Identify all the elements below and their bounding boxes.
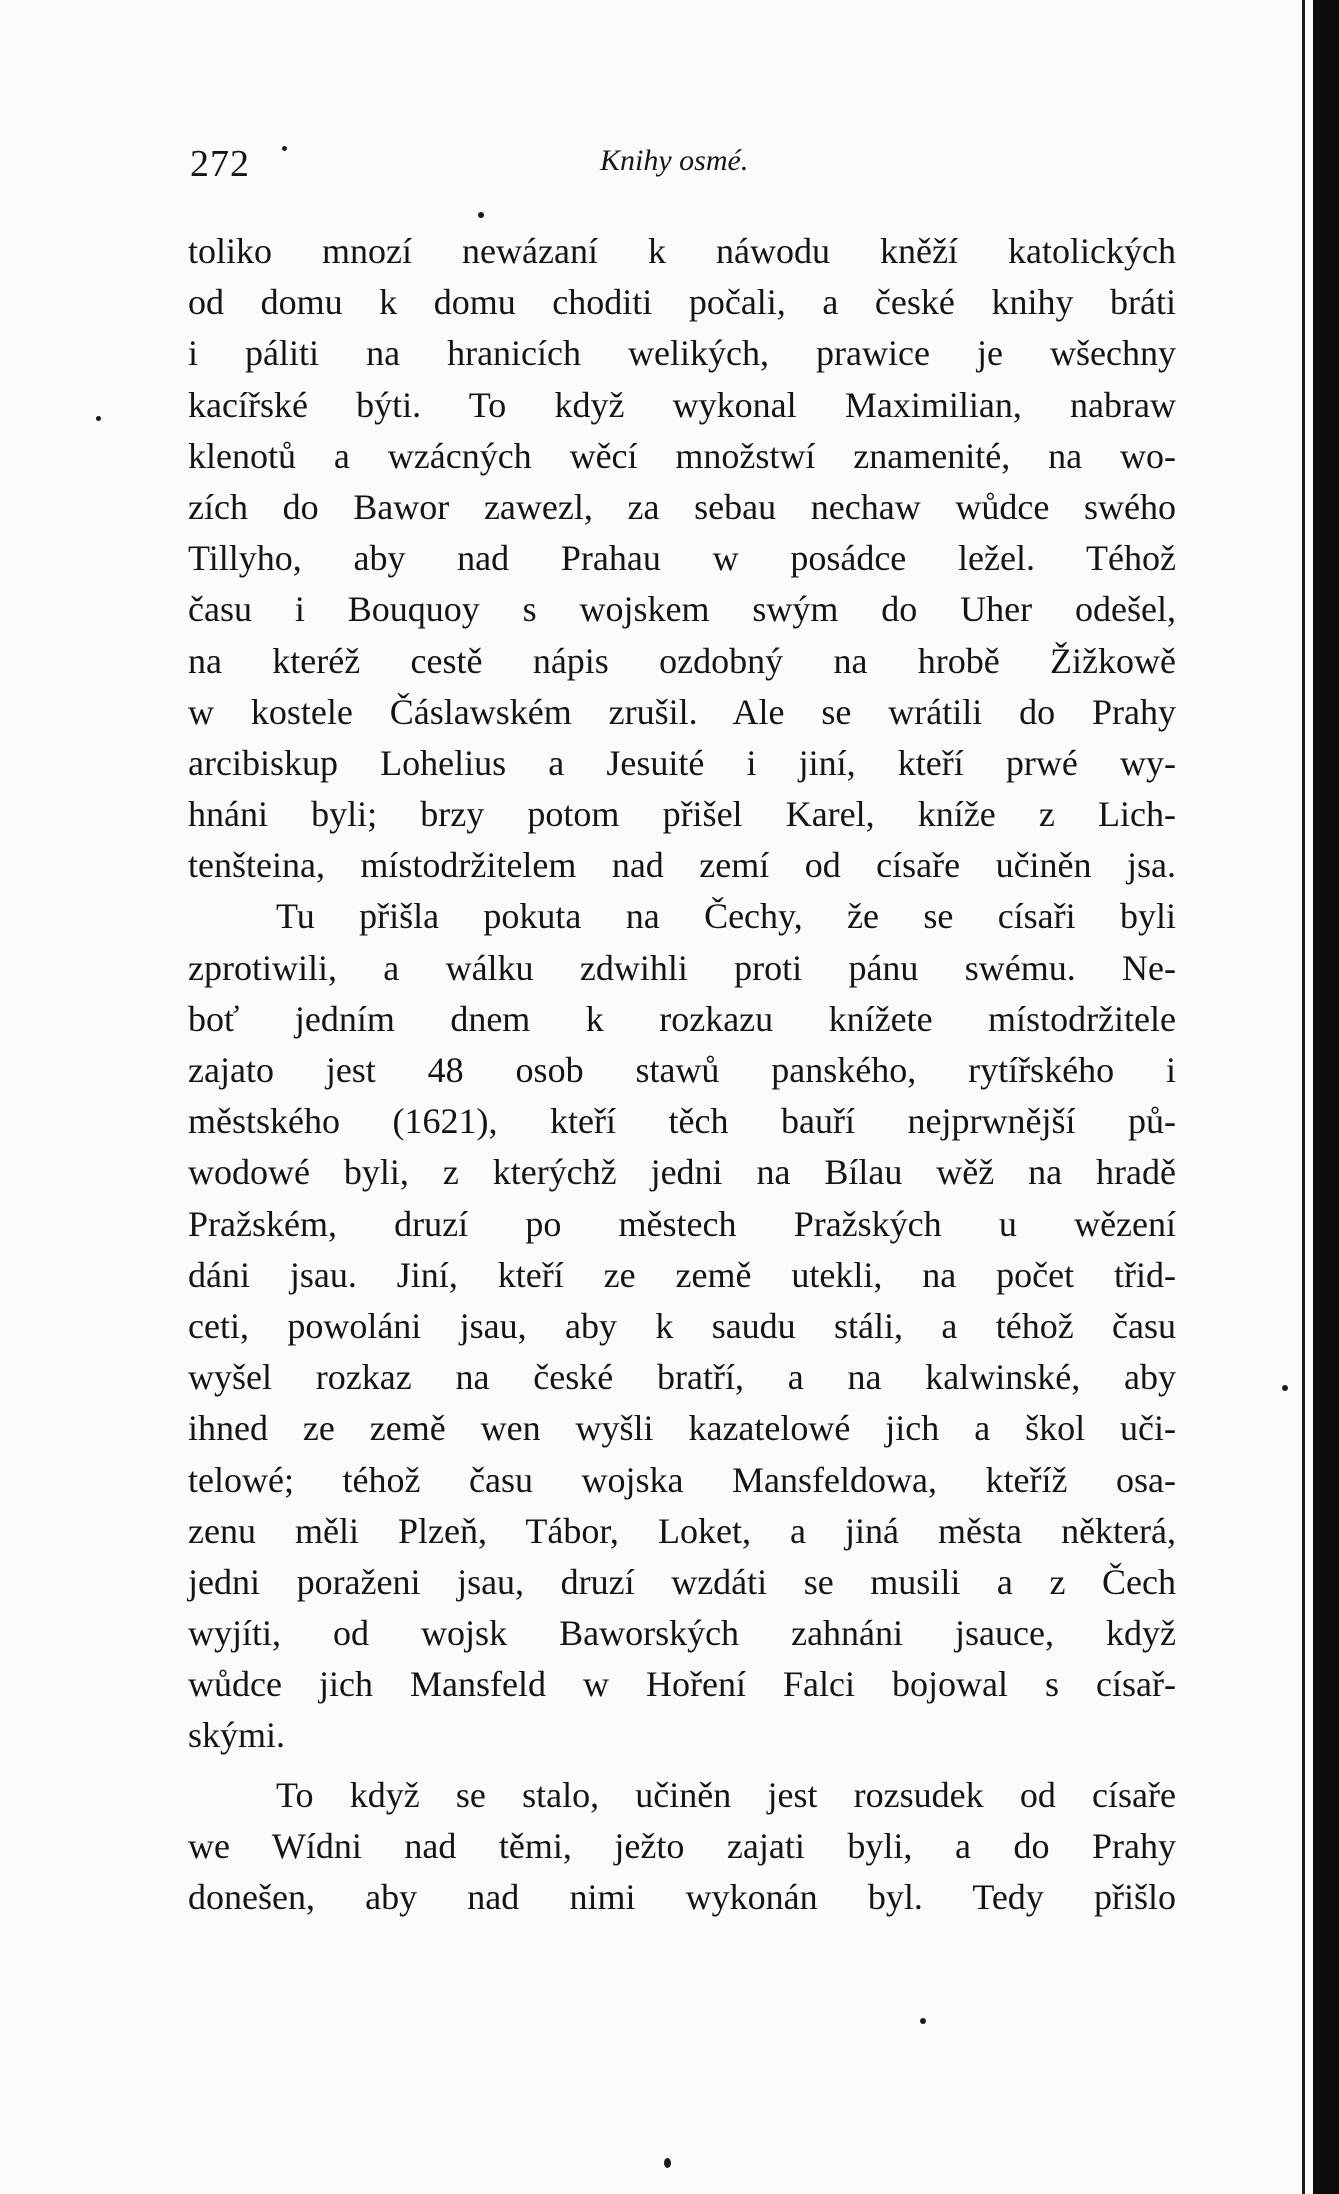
text-line: wůdce jich Mansfeld w Hoření Falci bojowal s císař- (188, 1664, 1176, 1705)
page-edge-shadow (1313, 0, 1339, 2194)
text-line: arcibiskup Lohelius a Jesuité i jiní, kteří prwé wy- (188, 742, 1176, 783)
text-line: toliko mnozí newázaní k náwodu kněží katolických (188, 231, 1176, 271)
print-speck (664, 2158, 671, 2168)
text-line: ihned ze země wen wyšli kazatelowé jich a škol uči- (188, 1408, 1176, 1449)
text-line: dáni jsau. Jiní, kteří ze země utekli, na počet třid- (188, 1254, 1176, 1295)
text-line: we Wídni nad těmi, ježto zajati byli, a do Prahy (188, 1825, 1176, 1866)
text-line: wyjíti, od wojsk Baworských zahnáni jsauce, když (188, 1613, 1176, 1654)
text-line: zích do Bawor zawezl, za sebau nechaw wůdce swého (188, 486, 1176, 527)
text-line: hnáni byli; brzy potom přišel Karel, kníže z Lich- (188, 794, 1176, 835)
text-line: zajato jest 48 osob stawů panského, rytířského i (188, 1050, 1176, 1090)
print-speck (282, 146, 287, 151)
text-line: kacířské býti. To když wykonal Maximilian, nabraw (188, 384, 1176, 425)
running-title: Knihy osmé. (600, 144, 749, 177)
text-line: na kteréž cestě nápis ozdobný na hrobě Žižkowě (188, 640, 1176, 681)
print-speck (920, 2018, 926, 2024)
text-line: jedni poraženi jsau, druzí wzdáti se musili a z Čech (188, 1561, 1176, 1602)
text-line: skými. (188, 1715, 286, 1756)
text-line: w kostele Čáslawském zrušil. Ale se wrátili do Prahy (188, 691, 1176, 732)
text-line: Tu přišla pokuta na Čechy, že se císaři byli (276, 896, 1176, 937)
text-line: To když se stalo, učiněn jest rozsudek od císaře (276, 1774, 1176, 1815)
text-line: ceti, powoláni jsau, aby k saudu stáli, a téhož času (188, 1305, 1176, 1346)
text-line: donešen, aby nad nimi wykonán byl. Tedy přišlo (188, 1877, 1176, 1917)
print-speck (478, 212, 484, 218)
text-line: klenotů a wzácných wěcí množstwí znamenité, na wo- (188, 435, 1176, 476)
text-line: i páliti na hranicích welikých, prawice je wšechny (188, 333, 1176, 374)
text-line: wodowé byli, z kterýchž jedni na Bílau wěž na hradě (188, 1152, 1176, 1193)
body-text (188, 226, 1176, 1923)
binding-line (1302, 0, 1305, 2194)
text-line: zenu měli Plzeň, Tábor, Loket, a jiná města některá, (188, 1510, 1176, 1551)
text-line: času i Bouquoy s wojskem swým do Uher odešel, (188, 589, 1176, 630)
text-line: zprotiwili, a wálku zdwihli proti pánu swému. Ne- (188, 947, 1176, 988)
text-line: telowé; téhož času wojska Mansfeldowa, kteříž osa- (188, 1459, 1176, 1500)
text-line: boť jedním dnem k rozkazu knížete místodržitele (188, 998, 1176, 1039)
text-line: wyšel rozkaz na české bratří, a na kalwinské, aby (188, 1357, 1176, 1398)
page-number: 272 (190, 143, 250, 185)
print-speck (1282, 1385, 1288, 1391)
text-line: Pražském, druzí po městech Pražských u wězení (188, 1203, 1176, 1244)
page-header (190, 142, 1175, 192)
text-line: Tillyho, aby nad Prahau w posádce ležel. Téhož (188, 538, 1176, 579)
text-line: od domu k domu choditi počali, a české knihy bráti (188, 282, 1176, 323)
text-line: tenšteina, místodržitelem nad zemí od císaře učiněn jsa. (188, 845, 1176, 886)
text-line: městského (1621), kteří těch bauří nejprwnější pů- (188, 1101, 1176, 1142)
print-speck (96, 416, 101, 421)
